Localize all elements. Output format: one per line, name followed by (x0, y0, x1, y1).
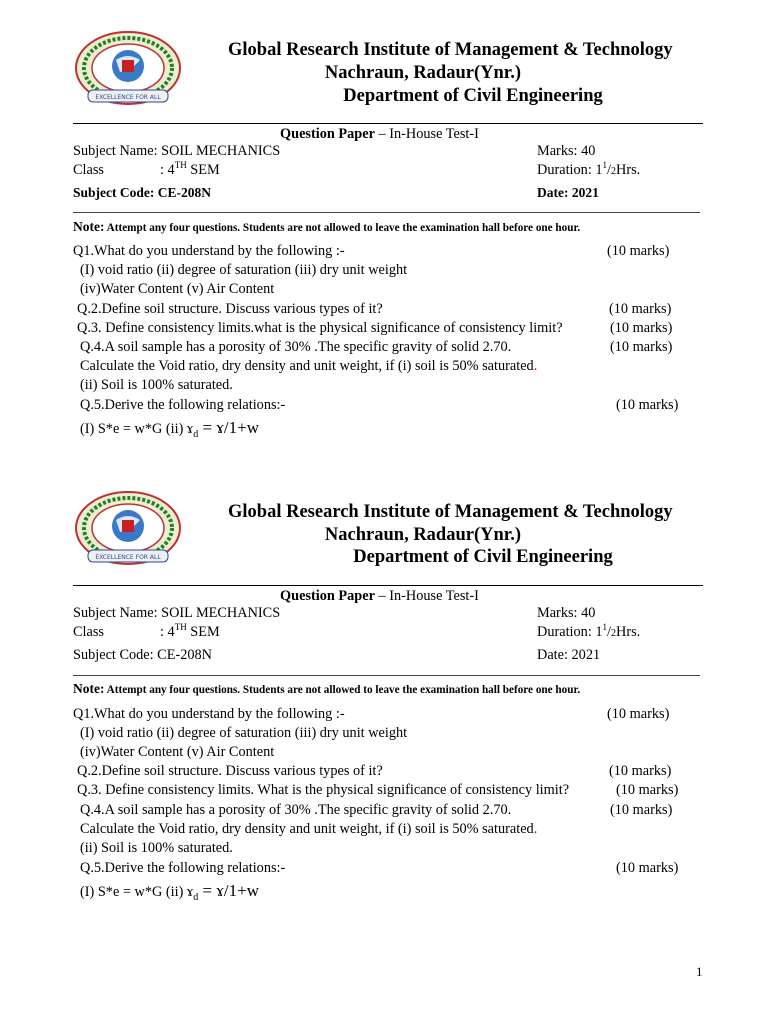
note: Note: Attempt any four questions. Students are not allowed to leave the examination hall before one hour. (73, 681, 581, 696)
question-2: Q.2.Define soil structure. Discuss various types of it? (77, 763, 383, 779)
header-divider (73, 585, 703, 586)
question-5-formula: (I) S*e = w*G (ii) ɤ$_d$ = ɤ/1+w (80, 418, 260, 440)
question-3: Q.3. Define consistency limits.what is the physical significance of consistency limit? (77, 320, 563, 336)
class-value: : 4TH SEM (160, 622, 220, 640)
department-name: Department of Civil Engineering (353, 547, 613, 567)
question-4: Q.4.A soil sample has a porosity of 30% .The specific gravity of solid 2.70. (80, 339, 512, 355)
subject-name: Subject Name: SOIL MECHANICS (73, 605, 281, 621)
institute-name: Global Research Institute of Management & Technology (228, 502, 673, 522)
svg-text:EXCELLENCE FOR ALL: EXCELLENCE FOR ALL (95, 554, 161, 561)
question-4-line-2: Calculate the Void ratio, dry density and unit weight, if (i) soil is 50% saturated. (80, 358, 538, 374)
question-1-line-2: (I) void ratio (ii) degree of saturation (iii) dry unit weight (80, 725, 408, 741)
question-4-marks: (10 marks) (610, 802, 673, 818)
class-label: Class (73, 624, 104, 640)
question-2-marks: (10 marks) (609, 763, 672, 779)
question-5-marks: (10 marks) (616, 397, 679, 413)
question-1-marks: (10 marks) (607, 706, 670, 722)
question-2: Q.2.Define soil structure. Discuss various types of it? (77, 301, 383, 317)
class-label: Class (73, 162, 104, 178)
question-4-marks: (10 marks) (610, 339, 673, 355)
question-1: Q1.What do you understand by the following :- (73, 243, 345, 259)
department-name: Department of Civil Engineering (343, 86, 603, 106)
duration: Duration: $1^1/2Hrs$. (537, 622, 641, 640)
question-5-formula: (I) S*e = w*G (ii) ɤ$_d$ = ɤ/1+w (80, 881, 260, 903)
note-divider (73, 212, 700, 213)
question-3-marks: (10 marks) (610, 320, 673, 336)
question-4-line-3: (ii) Soil is 100% saturated. (80, 377, 233, 393)
question-1-line-3: (iv)Water Content (v) Air Content (80, 281, 275, 297)
date: Date: 2021 (537, 647, 601, 663)
question-4: Q.4.A soil sample has a porosity of 30% .The specific gravity of solid 2.70. (80, 802, 512, 818)
institute-name: Global Research Institute of Management & Technology (228, 40, 673, 60)
question-3: Q.3. Define consistency limits. What is the physical significance of consistency limit? (77, 782, 570, 798)
question-1-line-2: (I) void ratio (ii) degree of saturation (iii) dry unit weight (80, 262, 408, 278)
svg-text:EXCELLENCE FOR ALL: EXCELLENCE FOR ALL (95, 94, 161, 101)
subject-code: Subject Code: CE-208N (73, 185, 211, 200)
note: Note: Attempt any four questions. Students are not allowed to leave the examination hall before one hour. (73, 219, 581, 234)
duration: Duration: $1^1/2Hrs$. (537, 160, 641, 178)
subject-code: Subject Code: CE-208N (73, 647, 212, 663)
header-divider (73, 123, 703, 124)
note-divider (73, 675, 700, 676)
question-1: Q1.What do you understand by the following :- (73, 706, 345, 722)
question-5: Q.5.Derive the following relations:- (80, 860, 286, 876)
question-4-line-3: (ii) Soil is 100% saturated. (80, 840, 233, 856)
page-number: 1 (696, 964, 703, 979)
subject-name: Subject Name: SOIL MECHANICS (73, 143, 281, 159)
marks: Marks: 40 (537, 605, 596, 621)
paper-title: Question Paper – In-House Test-I (280, 126, 479, 142)
question-2-marks: (10 marks) (609, 301, 672, 317)
question-3-marks: (10 marks) (616, 782, 679, 798)
marks: Marks: 40 (537, 143, 596, 159)
institute-location: Nachraun, Radaur(Ynr.) (324, 525, 522, 545)
date: Date: 2021 (537, 185, 599, 200)
question-4-line-2: Calculate the Void ratio, dry density and unit weight, if (i) soil is 50% saturated. (80, 821, 538, 837)
question-1-line-3: (iv)Water Content (v) Air Content (80, 744, 275, 760)
question-5-marks: (10 marks) (616, 860, 679, 876)
class-value: : 4TH SEM (160, 160, 220, 178)
question-1-marks: (10 marks) (607, 243, 670, 259)
paper-title: Question Paper – In-House Test-I (280, 588, 479, 604)
institute-location: Nachraun, Radaur(Ynr.) (324, 63, 522, 83)
question-5: Q.5.Derive the following relations:- (80, 397, 286, 413)
